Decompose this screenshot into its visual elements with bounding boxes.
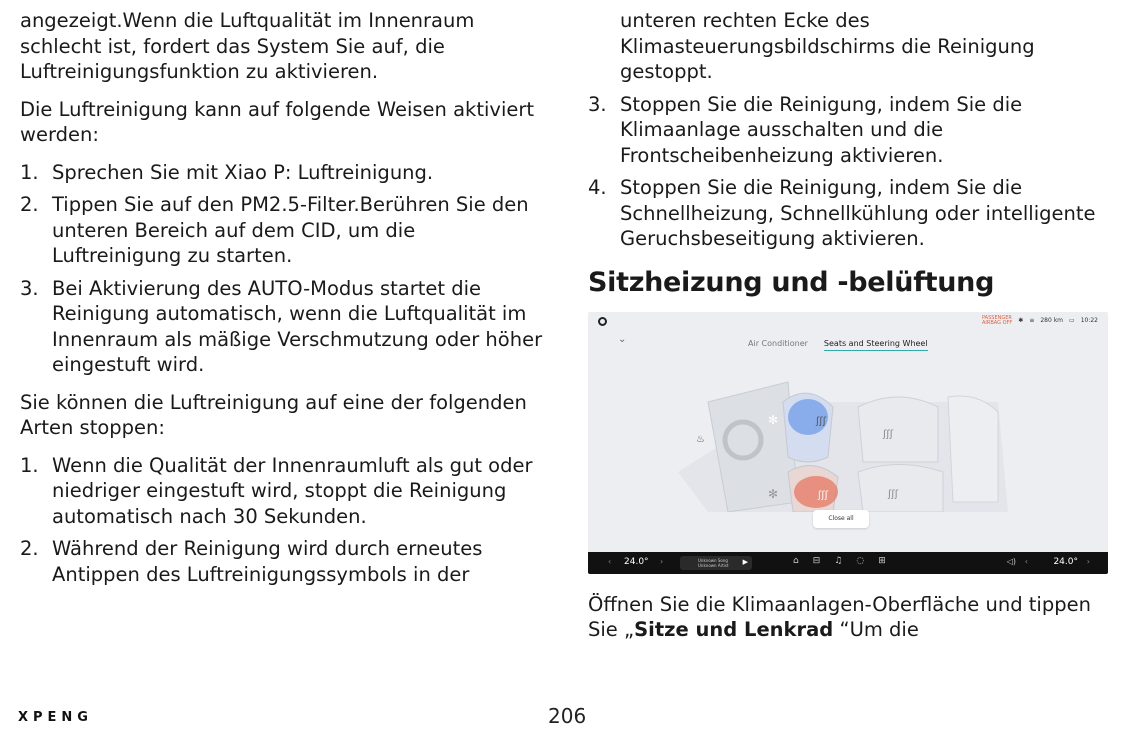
music-icon[interactable]: ♫ bbox=[834, 555, 843, 566]
play-icon[interactable]: ▶ bbox=[742, 557, 748, 566]
section-heading: Sitzheizung und -belüftung bbox=[588, 266, 995, 298]
climate-360-icon[interactable]: ◌ bbox=[856, 555, 865, 566]
volume-icon[interactable]: ◁) bbox=[1006, 556, 1016, 566]
list-item: 4. Stoppen Sie die Reinigung, indem Sie die Schnellheizung, Schnellkühlung oder intelligente Geruchsbeseitigung aktivieren. bbox=[588, 176, 1096, 250]
activation-list bbox=[20, 160, 550, 378]
list-item: 1. Wenn die Qualität der Innenraumluft als gut oder niedriger eingestuft wird, stoppt die Reinigung automatisch nach 30 Sekunden. bbox=[20, 453, 533, 528]
seat-heat-icon[interactable]: ʃʃʃ bbox=[888, 488, 899, 500]
left-column bbox=[20, 8, 550, 599]
list-item: 3. Stoppen Sie die Reinigung, indem Sie die Klimaanlage ausschalten und die Frontscheibenheizung aktivieren. bbox=[588, 92, 1023, 167]
fan-icon[interactable]: ✻ bbox=[768, 412, 779, 427]
range-readout: 280 km bbox=[1040, 317, 1064, 324]
page-number: 206 bbox=[548, 704, 587, 728]
list-item: 3. Bei Aktivierung des AUTO-Modus startet die Reinigung automatisch, wenn die Luftqualität im Innenraum als mäßige Verschmutzung oder höher eingestuft wird. bbox=[20, 276, 543, 376]
bold-term: Sitze und Lenkrad bbox=[634, 618, 834, 641]
seat-heat-icon[interactable]: ʃʃʃ bbox=[818, 489, 829, 501]
tab-seats-steering[interactable]: Seats and Steering Wheel bbox=[824, 339, 928, 351]
list-item: 2. Tippen Sie auf den PM2.5-Filter.Berühren Sie den unteren Bereich auf dem CID, um die Luftreinigung zu starten. bbox=[20, 193, 529, 267]
status-indicators bbox=[982, 316, 1098, 326]
list-item: 2. Während der Reinigung wird durch erneutes Antippen des Luftreinigungssymbols in der bbox=[20, 537, 483, 586]
car-interior-illustration bbox=[668, 362, 1008, 512]
list-continuation: unteren rechten Ecke des Klimasteuerungsbildschirms die Reinigung gestoppt. bbox=[620, 9, 1035, 83]
chevron-down-icon[interactable]: ⌄ bbox=[618, 333, 627, 345]
temp-right[interactable]: 24.0° bbox=[1053, 556, 1078, 567]
climate-tabs bbox=[748, 339, 928, 351]
bluetooth-icon: ✱ bbox=[1018, 317, 1024, 324]
status-bar bbox=[588, 312, 1108, 330]
fan-icon[interactable]: ✻ bbox=[768, 486, 779, 501]
steering-heat-icon[interactable]: ♨ bbox=[696, 433, 705, 445]
seat-heating-glow bbox=[794, 476, 838, 508]
right-column bbox=[588, 8, 1108, 655]
paragraph-intro: angezeigt.Wenn die Luftqualität im Innenraum schlecht ist, fordert das System Sie auf, die Luftreinigungsfunktion zu aktivieren. bbox=[20, 9, 475, 83]
temp-up-left-icon[interactable]: › bbox=[660, 556, 664, 566]
dock-icons bbox=[793, 556, 886, 566]
climate-screenshot bbox=[588, 312, 1108, 574]
car-icon[interactable]: ⊟ bbox=[812, 555, 821, 566]
apps-icon[interactable]: ⊞ bbox=[878, 555, 886, 566]
temp-down-left-icon[interactable]: ‹ bbox=[608, 556, 612, 566]
paragraph-activation: Die Luftreinigung kann auf folgende Weisen aktiviert werden: bbox=[20, 97, 535, 146]
temp-up-right-icon[interactable]: › bbox=[1086, 556, 1090, 566]
bottom-dock bbox=[588, 552, 1108, 574]
brand-logo: XPENG bbox=[18, 710, 93, 725]
paragraph-stop: Sie können die Luftreinigung auf eine der folgenden Arten stoppen: bbox=[20, 390, 527, 439]
tab-air-conditioner[interactable]: Air Conditioner bbox=[748, 338, 808, 348]
stop-list-continued bbox=[588, 92, 1108, 252]
temp-down-right-icon[interactable]: ‹ bbox=[1024, 556, 1028, 566]
battery-icon: ▭ bbox=[1069, 317, 1075, 324]
list-item: 1. Sprechen Sie mit Xiao P: Luftreinigung. bbox=[20, 160, 434, 184]
temp-left[interactable]: 24.0° bbox=[624, 556, 649, 567]
signal-icon: ≡ bbox=[1029, 317, 1035, 324]
stop-list bbox=[20, 453, 550, 588]
music-widget[interactable]: Unknown Song Unknown Artist ▶ bbox=[680, 556, 752, 570]
clock: 10:22 bbox=[1080, 317, 1098, 324]
paragraph-seat-instructions: Öffnen Sie die Klimaanlagen-Oberfläche und tippen Sie „Sitze und Lenkrad “Um die bbox=[588, 592, 1091, 641]
home-icon[interactable]: ⌂ bbox=[793, 555, 799, 566]
seat-heat-icon[interactable]: ʃʃʃ bbox=[883, 428, 894, 440]
xpeng-logo-icon bbox=[598, 317, 607, 326]
close-all-button[interactable]: Close all bbox=[813, 510, 869, 528]
airbag-indicator: PASSENGER AIRBAG OFF bbox=[981, 314, 1013, 326]
seat-heat-icon[interactable]: ʃʃʃ bbox=[816, 415, 827, 427]
